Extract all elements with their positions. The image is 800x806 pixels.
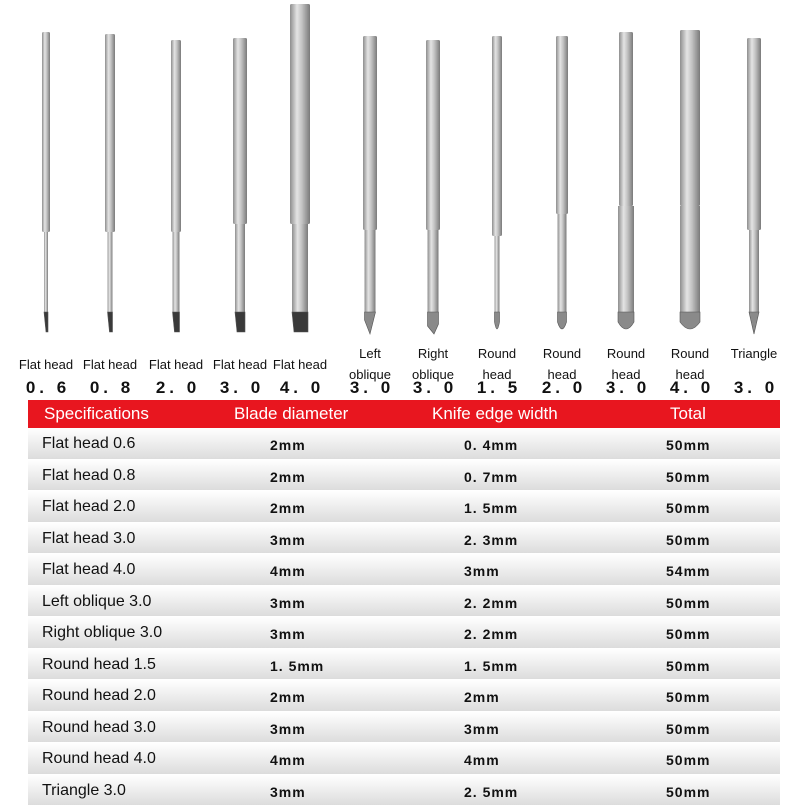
tool-tip (558, 312, 567, 329)
tool-size-label: 0. 8 (80, 378, 144, 398)
total-length-cell: 50mm (666, 752, 710, 768)
total-length-cell: 50mm (666, 658, 710, 674)
tool-11 (680, 30, 700, 329)
tool-shaft (105, 34, 115, 232)
blade-diameter-cell: 2mm (270, 437, 306, 453)
total-length-cell: 50mm (666, 626, 710, 642)
tool-8 (492, 36, 502, 329)
spec-table-body (28, 428, 780, 806)
spec-name-cell: Flat head 0.8 (42, 467, 135, 485)
tool-size-label: 0. 6 (16, 378, 80, 398)
knife-edge-width-cell: 3mm (464, 563, 500, 579)
tool-shaft (426, 40, 440, 230)
tool-shaft (290, 4, 310, 224)
tool-name-label: Flat head (200, 354, 280, 375)
table-row (28, 554, 780, 586)
tool-neck (495, 236, 500, 312)
knife-edge-width-cell: 1. 5mm (464, 658, 518, 674)
tool-6 (363, 36, 377, 334)
tool-1 (42, 32, 50, 332)
blade-diameter-cell: 3mm (270, 626, 306, 642)
tool-name-label: Round head (475, 343, 519, 385)
tool-shaft (363, 36, 377, 230)
total-length-cell: 50mm (666, 469, 710, 485)
tool-3 (171, 40, 181, 332)
tool-name-label: Left oblique (340, 343, 400, 385)
total-length-cell: 50mm (666, 595, 710, 611)
tool-tip (495, 312, 500, 329)
tool-10 (618, 32, 634, 329)
total-length-cell: 50mm (666, 437, 710, 453)
tool-size-label: 2. 0 (532, 378, 596, 398)
tool-tip (173, 312, 180, 332)
tool-shaft (171, 40, 181, 232)
knife-edge-width-cell: 4mm (464, 752, 500, 768)
knife-edge-width-cell: 1. 5mm (464, 500, 518, 516)
tool-size-label: 3. 0 (210, 378, 274, 398)
tool-shaft (680, 30, 700, 206)
spec-table-header (28, 400, 780, 428)
tool-neck (235, 224, 245, 312)
tool-shaft (619, 32, 633, 206)
tool-name-label: Round head (540, 343, 584, 385)
tool-size-label: 3. 0 (340, 378, 404, 398)
spec-name-cell: Flat head 4.0 (42, 561, 135, 579)
tool-name-label: Flat head (6, 354, 86, 375)
table-row (28, 743, 780, 775)
tool-tip (292, 312, 308, 332)
knife-edge-width-cell: 0. 7mm (464, 469, 518, 485)
tool-neck (292, 224, 308, 312)
blade-diameter-cell: 3mm (270, 784, 306, 800)
tool-neck (365, 230, 376, 312)
tool-tip (749, 312, 759, 334)
knife-edge-width-cell: 2. 3mm (464, 532, 518, 548)
knife-edge-width-cell: 0. 4mm (464, 437, 518, 453)
tool-neck (749, 230, 759, 312)
header-total: Total (670, 404, 706, 424)
blade-diameter-cell: 2mm (270, 469, 306, 485)
table-row (28, 649, 780, 681)
tools-illustration (0, 0, 800, 340)
tool-size-label: 3. 0 (596, 378, 660, 398)
table-row (28, 680, 780, 712)
total-length-cell: 50mm (666, 689, 710, 705)
table-row (28, 491, 780, 523)
tool-neck (618, 206, 634, 312)
spec-name-cell: Round head 2.0 (42, 687, 156, 705)
tool-neck (44, 232, 48, 312)
tool-shaft (233, 38, 247, 224)
tool-4 (233, 38, 247, 332)
tool-tip (44, 312, 48, 332)
tool-tip (108, 312, 113, 332)
table-row (28, 586, 780, 618)
tool-12 (747, 38, 761, 334)
tool-name-label: Flat head (70, 354, 150, 375)
tool-shaft (42, 32, 50, 232)
table-row (28, 712, 780, 744)
spec-name-cell: Flat head 0.6 (42, 435, 135, 453)
tool-size-label: 1. 5 (467, 378, 531, 398)
tool-7 (426, 40, 440, 334)
total-length-cell: 50mm (666, 784, 710, 800)
spec-name-cell: Round head 4.0 (42, 750, 156, 768)
table-row (28, 428, 780, 460)
blade-diameter-cell: 3mm (270, 595, 306, 611)
tool-size-label: 4. 0 (660, 378, 724, 398)
knife-edge-width-cell: 2. 2mm (464, 595, 518, 611)
blade-diameter-cell: 2mm (270, 500, 306, 516)
tool-tip (680, 312, 700, 329)
spec-name-cell: Right oblique 3.0 (42, 624, 162, 642)
blade-diameter-cell: 1. 5mm (270, 658, 324, 674)
knife-edge-width-cell: 2. 5mm (464, 784, 518, 800)
total-length-cell: 54mm (666, 563, 710, 579)
spec-table (28, 400, 780, 794)
spec-name-cell: Flat head 3.0 (42, 530, 135, 548)
tool-size-label: 3. 0 (724, 378, 788, 398)
tool-5 (290, 4, 310, 332)
tool-name-label: Round head (604, 343, 648, 385)
blade-diameter-cell: 2mm (270, 689, 306, 705)
tool-name-label: Flat head (136, 354, 216, 375)
tool-tip (235, 312, 245, 332)
tool-name-label: Right oblique (403, 343, 463, 385)
spec-name-cell: Flat head 2.0 (42, 498, 135, 516)
knife-edge-width-cell: 3mm (464, 721, 500, 737)
spec-name-cell: Triangle 3.0 (42, 782, 126, 800)
tool-name-label: Flat head (260, 354, 340, 375)
tool-tip (618, 312, 634, 329)
blade-diameter-cell: 3mm (270, 721, 306, 737)
tool-neck (680, 206, 700, 312)
total-length-cell: 50mm (666, 721, 710, 737)
tool-size-label: 4. 0 (270, 378, 334, 398)
tool-neck (428, 230, 439, 312)
tool-2 (105, 34, 115, 332)
total-length-cell: 50mm (666, 500, 710, 516)
tool-neck (558, 214, 567, 312)
knife-edge-width-cell: 2. 2mm (464, 626, 518, 642)
total-length-cell: 50mm (666, 532, 710, 548)
tool-size-label: 2. 0 (146, 378, 210, 398)
header-knife-edge-width: Knife edge width (432, 404, 558, 424)
spec-name-cell: Round head 3.0 (42, 719, 156, 737)
blade-diameter-cell: 3mm (270, 532, 306, 548)
table-row (28, 617, 780, 649)
tool-shaft (556, 36, 568, 214)
tool-tip (428, 312, 439, 334)
tool-name-label: Round head (668, 343, 712, 385)
header-blade-diameter: Blade diameter (234, 404, 348, 424)
tool-name-label: Triangle (718, 343, 790, 364)
tool-9 (556, 36, 568, 329)
tool-neck (173, 232, 180, 312)
table-row (28, 523, 780, 555)
spec-name-cell: Left oblique 3.0 (42, 593, 151, 611)
tool-tip (365, 312, 376, 334)
blade-diameter-cell: 4mm (270, 563, 306, 579)
knife-edge-width-cell: 2mm (464, 689, 500, 705)
spec-name-cell: Round head 1.5 (42, 656, 156, 674)
tool-size-label: 3. 0 (403, 378, 467, 398)
tool-shaft (747, 38, 761, 230)
blade-diameter-cell: 4mm (270, 752, 306, 768)
header-specifications: Specifications (44, 404, 149, 424)
table-row (28, 775, 780, 806)
table-row (28, 460, 780, 492)
tool-neck (108, 232, 113, 312)
tool-shaft (492, 36, 502, 236)
